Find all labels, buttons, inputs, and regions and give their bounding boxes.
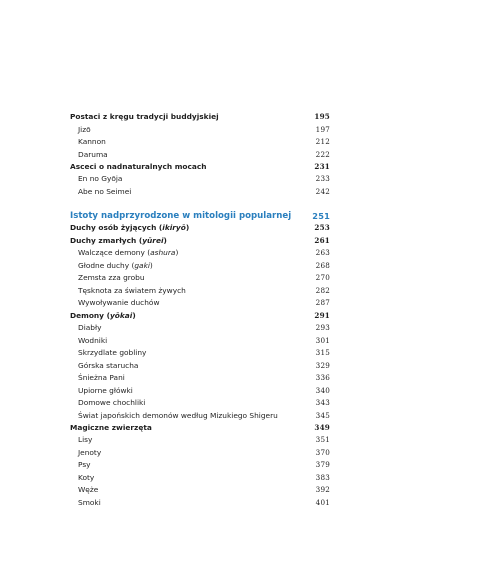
toc-entry-title: Wodniki (78, 335, 108, 345)
toc-entry-title: Tęsknota za światem żywych (78, 285, 186, 295)
toc-entry (70, 360, 330, 372)
toc-page-number: 301 (315, 335, 330, 345)
toc-entry (70, 297, 330, 309)
toc-entry-title: Górska starucha (78, 360, 139, 370)
toc-entry (70, 285, 330, 297)
toc-entry-title: Głodne duchy (gaki) (78, 260, 153, 270)
toc-entry (70, 410, 330, 422)
toc-part-heading (70, 209, 330, 223)
toc-entry (70, 260, 330, 272)
toc-page-number: 231 (314, 161, 330, 171)
toc-entry (70, 124, 330, 136)
toc-page-number: 336 (315, 373, 330, 382)
toc-page-number: 233 (315, 174, 330, 183)
toc-entry-title: Magiczne zwierzęta (70, 422, 152, 432)
toc-page-number: 242 (315, 186, 330, 196)
toc-page-number: 253 (314, 223, 330, 232)
toc-entry-title: Skrzydlate gobliny (78, 348, 147, 357)
toc-page-number: 270 (315, 273, 330, 282)
toc-entry-title: Psy (78, 460, 91, 469)
toc-page-number: 401 (315, 497, 330, 507)
toc-entry-title: Diabły (78, 323, 102, 332)
toc-entry (70, 173, 330, 185)
toc-page-number: 351 (315, 435, 330, 444)
toc-entry (70, 422, 330, 434)
toc-entry (70, 347, 330, 359)
toc-entry (70, 434, 330, 446)
toc-page-number: 268 (315, 260, 330, 270)
toc-entry (70, 111, 330, 123)
toc-entry (70, 335, 330, 347)
toc-entry-title: Wywoływanie duchów (78, 298, 160, 307)
toc-entry (70, 459, 330, 471)
toc-entry-title: Jizō (78, 124, 91, 134)
toc-page-number: 222 (315, 149, 330, 159)
toc-entry-title: Świat japońskich demonów według Mizukiego Shigeru (78, 410, 278, 420)
toc-entry-title: Duchy zmarłych (yūrei) (70, 235, 167, 245)
toc-entry-title: Domowe chochliki (78, 398, 146, 407)
toc-page-number: 383 (315, 472, 330, 482)
toc-entry-title: Lisy (78, 435, 93, 444)
toc-page-number: 263 (315, 248, 330, 257)
toc-entry (70, 272, 330, 284)
toc-entry (70, 447, 330, 459)
toc-entry-title: Postaci z kręgu tradycji buddyjskiej (70, 112, 219, 121)
toc-page-number: 195 (314, 112, 330, 121)
toc-page-number: 197 (315, 124, 330, 134)
toc-page-number: 293 (315, 323, 330, 332)
toc-entry-title: Istoty nadprzyrodzone w mitologii popularnej (70, 210, 292, 221)
toc-entry (70, 397, 330, 409)
toc-entry (70, 247, 330, 259)
toc-page-number: 343 (315, 398, 330, 407)
toc-entry (70, 497, 330, 509)
toc-page-number: 261 (314, 235, 330, 245)
toc-entry-title: Demony (yōkai) (70, 310, 136, 320)
toc-page-number: 349 (314, 422, 330, 432)
toc-entry-title: Abe no Seimei (78, 186, 132, 196)
toc-entry (70, 186, 330, 198)
toc-entry (70, 161, 330, 173)
toc-page-number: 345 (315, 410, 330, 420)
toc-page-number: 315 (315, 348, 330, 357)
toc-page-number: 251 (312, 210, 330, 221)
toc-entry-title: Walczące demony (ashura) (78, 248, 179, 257)
toc-entry-title: Węże (78, 485, 99, 494)
toc-entry (70, 385, 330, 397)
toc-entry-title: Śnieżna Pani (78, 373, 125, 382)
toc-entry (70, 149, 330, 161)
toc-entry (70, 322, 330, 334)
toc-page-number: 370 (315, 447, 330, 457)
toc-entry-title: Upiorne główki (78, 385, 133, 395)
toc-entry (70, 472, 330, 484)
toc-entry-title: Daruma (78, 149, 108, 159)
toc-entry-title: Asceci o nadnaturalnych mocach (70, 161, 207, 171)
toc-page-number: 392 (315, 485, 330, 494)
toc-page-number: 379 (315, 460, 330, 469)
toc-page-number: 291 (314, 310, 330, 320)
toc-page-number: 287 (315, 298, 330, 307)
toc-entry-title: Smoki (78, 497, 101, 507)
toc-entry (70, 235, 330, 247)
toc-entry-title: Kannon (78, 137, 106, 146)
toc-entry-title: Jenoty (78, 447, 102, 457)
toc-entry (70, 136, 330, 148)
toc-entry-title: Zemsta zza grobu (78, 273, 145, 282)
toc-page-number: 340 (315, 385, 330, 395)
toc-page-number: 329 (315, 360, 330, 370)
toc-page-number: 212 (315, 137, 330, 146)
toc-page-number: 282 (315, 285, 330, 295)
toc-entry (70, 484, 330, 496)
toc-entry-title: Koty (78, 472, 95, 482)
toc-entry (70, 222, 330, 234)
toc-entry (70, 310, 330, 322)
toc-entry-title: Duchy osób żyjących (ikiryō) (70, 223, 190, 232)
toc-entry (70, 372, 330, 384)
toc-entry-title: En no Gyōja (78, 174, 123, 183)
